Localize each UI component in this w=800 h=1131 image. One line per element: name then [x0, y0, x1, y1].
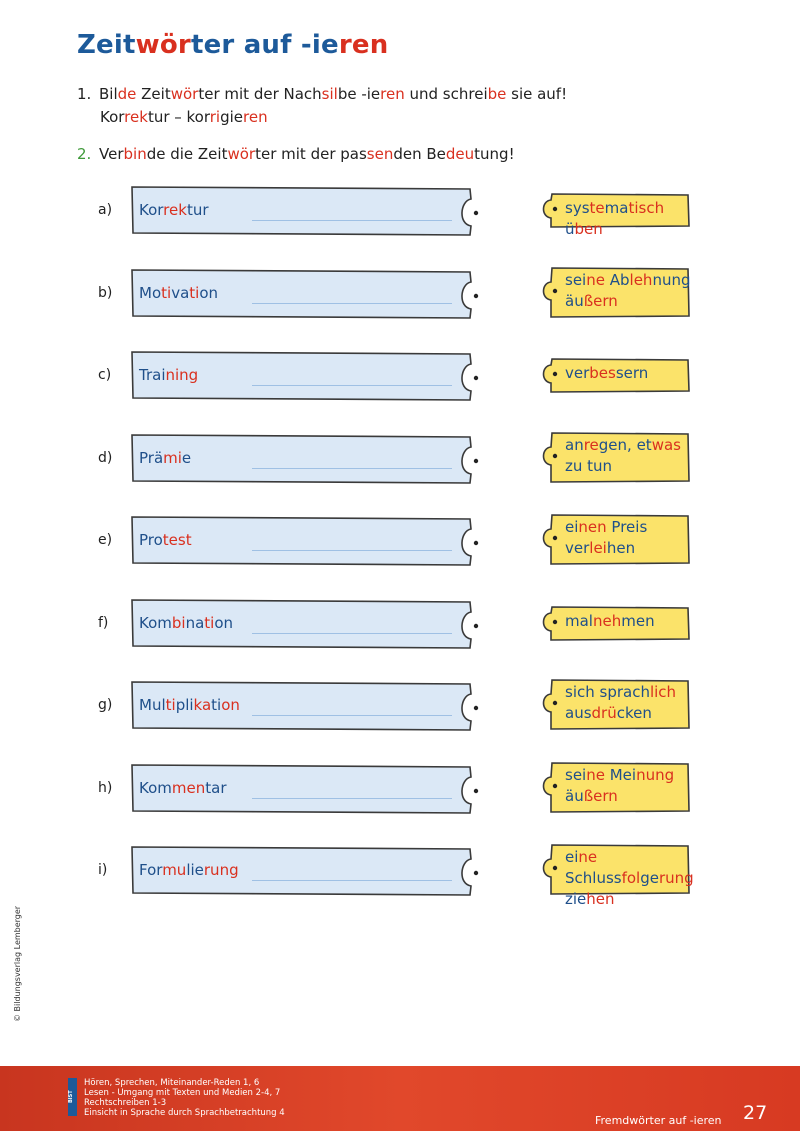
syllable: lich	[649, 683, 677, 701]
syllable: For	[139, 861, 163, 879]
syllable: Pro	[139, 531, 163, 549]
syllable: te	[589, 199, 605, 217]
meaning-text	[565, 435, 705, 477]
syllable: ti	[189, 283, 200, 302]
answer-line[interactable]	[252, 633, 452, 634]
syllable: fol	[621, 869, 641, 887]
exercise-row	[0, 345, 800, 405]
connect-dot[interactable]	[553, 288, 557, 292]
word-panel	[130, 844, 470, 894]
skill-line: Lesen - Umgang mit Texten und Medien 2-4, 7	[84, 1088, 281, 1098]
task-1: 1. Bilde Zeitwörter mit der Nachsilbe -ieren und schreibe sie auf!	[77, 85, 568, 103]
example: Korrektur – korrigieren	[100, 108, 268, 126]
connect-dot[interactable]	[474, 706, 478, 710]
meaning-text	[565, 517, 705, 559]
noun-word	[139, 284, 218, 302]
syllable: pli	[175, 696, 194, 714]
syllable: gen, et	[598, 435, 652, 454]
exercise-row	[0, 840, 800, 908]
connect-dot[interactable]	[474, 623, 478, 627]
connect-dot[interactable]	[553, 372, 557, 376]
meaning-text	[565, 198, 705, 240]
syllable: ben	[574, 220, 603, 238]
row-letter: d)	[98, 449, 113, 466]
syllable: e	[181, 448, 192, 467]
meaning-text	[565, 611, 705, 632]
connect-dot[interactable]	[553, 453, 557, 457]
syllable: Schluss	[565, 869, 622, 887]
answer-line[interactable]	[252, 468, 452, 469]
syllable: zu tun	[565, 456, 613, 475]
syllable: va	[171, 283, 190, 302]
row-letter: h)	[98, 779, 113, 796]
syllable: ver	[565, 539, 590, 557]
exercise-row	[0, 428, 800, 488]
page-title: Zeitwörter auf -ieren	[77, 30, 389, 60]
syllable: on	[214, 613, 234, 632]
row-letter: f)	[98, 614, 109, 631]
syllable: nung	[636, 765, 675, 784]
syllable: ver	[565, 364, 590, 382]
syllable: lie	[186, 861, 204, 879]
connect-dot[interactable]	[553, 536, 557, 540]
skill-line: Hören, Sprechen, Miteinander-Reden 1, 6	[84, 1078, 260, 1088]
answer-line[interactable]	[252, 220, 452, 221]
syllable: Trai	[139, 366, 166, 384]
syllable: men	[621, 611, 655, 630]
skill-line: Einsicht in Sprache durch Sprachbetrachtung 4	[84, 1108, 285, 1118]
meaning-tag	[538, 761, 690, 809]
connect-dot[interactable]	[553, 207, 557, 211]
skill-line: Rechtschreiben 1-3	[84, 1098, 167, 1108]
syllable: sys	[565, 199, 590, 217]
exercise-row	[0, 180, 800, 240]
connect-dot[interactable]	[553, 866, 557, 870]
syllable: men	[171, 778, 206, 797]
meaning-tag	[538, 357, 690, 405]
syllable: Kom	[139, 778, 172, 797]
syllable: hen	[606, 539, 636, 557]
connect-dot[interactable]	[553, 783, 557, 787]
noun-word	[139, 449, 191, 467]
row-letter: e)	[98, 532, 113, 548]
noun-word	[139, 201, 209, 219]
syllable: bi	[171, 613, 186, 632]
word-panel	[130, 762, 470, 812]
meaning-tag	[538, 843, 694, 908]
meaning-tag	[538, 513, 690, 561]
answer-line[interactable]	[252, 715, 452, 716]
syllable: Mei	[604, 765, 637, 784]
syllable: äu	[565, 786, 584, 805]
syllable: ü	[565, 220, 575, 238]
footer	[0, 1066, 800, 1131]
syllable: aus	[565, 704, 592, 722]
syllable: rung	[658, 869, 694, 887]
exercise-row	[0, 593, 800, 653]
exercise-row	[0, 675, 800, 735]
footer-title: Fremdwörter auf -ieren	[595, 1114, 722, 1127]
syllable: na	[185, 613, 205, 632]
syllable: ne	[586, 765, 605, 784]
syllable: Prä	[139, 448, 164, 467]
answer-line[interactable]	[252, 550, 452, 551]
answer-line[interactable]	[252, 303, 452, 304]
syllable: on	[199, 283, 219, 302]
connect-dot[interactable]	[474, 541, 478, 545]
noun-word	[139, 779, 227, 797]
syllable: äu	[565, 291, 584, 310]
connect-dot[interactable]	[474, 211, 478, 215]
syllable: ning	[165, 366, 199, 384]
task-2: 2. Verbinde die Zeitwörter mit der passenden Bedeutung!	[77, 145, 515, 163]
syllable: ma	[604, 199, 629, 217]
syllable: Preis	[606, 518, 648, 536]
meaning-text	[565, 682, 705, 724]
syllable: hen	[586, 890, 615, 908]
copyright: © Bildungsverlag Lemberger	[13, 905, 22, 1022]
noun-word	[139, 614, 233, 632]
answer-line[interactable]	[252, 880, 452, 881]
syllable: mu	[162, 861, 187, 879]
word-panel	[130, 679, 470, 729]
meaning-tag	[538, 605, 690, 653]
word-panel	[130, 514, 470, 564]
syllable: Kor	[139, 201, 164, 219]
meaning-tag	[538, 266, 690, 314]
syllable: cken	[616, 704, 652, 722]
syllable: ti	[165, 696, 176, 714]
row-letter: a)	[98, 202, 113, 218]
syllable: nung	[652, 270, 691, 289]
syllable: on	[221, 696, 240, 714]
syllable: sei	[565, 765, 587, 784]
exercise-row	[0, 758, 800, 818]
syllable: ei	[565, 848, 579, 866]
syllable: mi	[163, 448, 182, 467]
row-letter: c)	[98, 367, 112, 383]
connect-dot[interactable]	[474, 788, 478, 792]
meaning-text	[565, 765, 705, 807]
meaning-tag	[538, 678, 690, 726]
syllable: ßern	[583, 291, 618, 310]
syllable: sern	[615, 364, 649, 382]
noun-word	[139, 366, 198, 384]
syllable: ßern	[583, 786, 618, 805]
word-panel	[130, 184, 470, 234]
word-panel	[130, 597, 470, 647]
syllable: ne	[586, 270, 605, 289]
row-letter: i)	[98, 862, 108, 878]
syllable: ne	[578, 848, 598, 866]
syllable: zie	[565, 890, 587, 908]
syllable: ti	[204, 613, 215, 632]
syllable: Mo	[139, 283, 162, 302]
syllable: tur	[186, 201, 209, 219]
syllable: ti	[211, 696, 222, 714]
meaning-tag	[538, 431, 690, 479]
word-panel	[130, 432, 470, 482]
syllable: ka	[193, 696, 212, 714]
exercise-row	[0, 263, 800, 323]
syllable: ge	[640, 869, 659, 887]
noun-word	[139, 531, 192, 549]
exercise-row	[0, 510, 800, 570]
page-number: 27	[743, 1102, 768, 1124]
connect-dot[interactable]	[553, 619, 557, 623]
syllable: ei	[565, 518, 579, 536]
syllable: neh	[592, 611, 622, 630]
meaning-text	[565, 847, 705, 910]
syllable: leh	[629, 270, 653, 289]
connect-dot[interactable]	[474, 871, 478, 875]
connect-dot[interactable]	[474, 376, 478, 380]
task-2-number: 2.	[77, 145, 92, 163]
syllable: ti	[161, 283, 172, 302]
syllable: lei	[589, 539, 607, 557]
syllable: nen	[578, 518, 607, 536]
syllable: test	[162, 531, 192, 549]
meaning-text	[565, 270, 705, 312]
syllable: sich sprach	[565, 683, 650, 701]
noun-word	[139, 696, 240, 714]
syllable: rek	[163, 201, 187, 219]
answer-line[interactable]	[252, 385, 452, 386]
syllable: Mul	[139, 696, 166, 714]
row-letter: b)	[98, 284, 113, 301]
word-panel	[130, 349, 470, 399]
syllable: Ab	[604, 270, 630, 289]
syllable: tar	[205, 778, 227, 797]
syllable: an	[565, 435, 584, 454]
answer-line[interactable]	[252, 798, 452, 799]
connect-dot[interactable]	[474, 458, 478, 462]
meaning-tag	[538, 192, 690, 240]
syllable: tisch	[628, 199, 665, 217]
syllable: rung	[203, 861, 239, 879]
connect-dot[interactable]	[474, 293, 478, 297]
syllable: Kom	[139, 613, 172, 632]
noun-word	[139, 861, 239, 879]
syllable: drü	[591, 704, 617, 722]
syllable: bes	[589, 364, 616, 382]
bist-badge: BIST	[68, 1078, 77, 1116]
footer-skills	[84, 1078, 285, 1118]
syllable: was	[651, 435, 681, 454]
syllable: mal	[565, 611, 593, 630]
meaning-text	[565, 363, 705, 384]
syllable: sei	[565, 270, 587, 289]
row-letter: g)	[98, 697, 113, 713]
connect-dot[interactable]	[553, 701, 557, 705]
word-panel	[130, 267, 470, 317]
syllable: re	[583, 435, 599, 454]
task-1-number: 1.	[77, 85, 92, 103]
